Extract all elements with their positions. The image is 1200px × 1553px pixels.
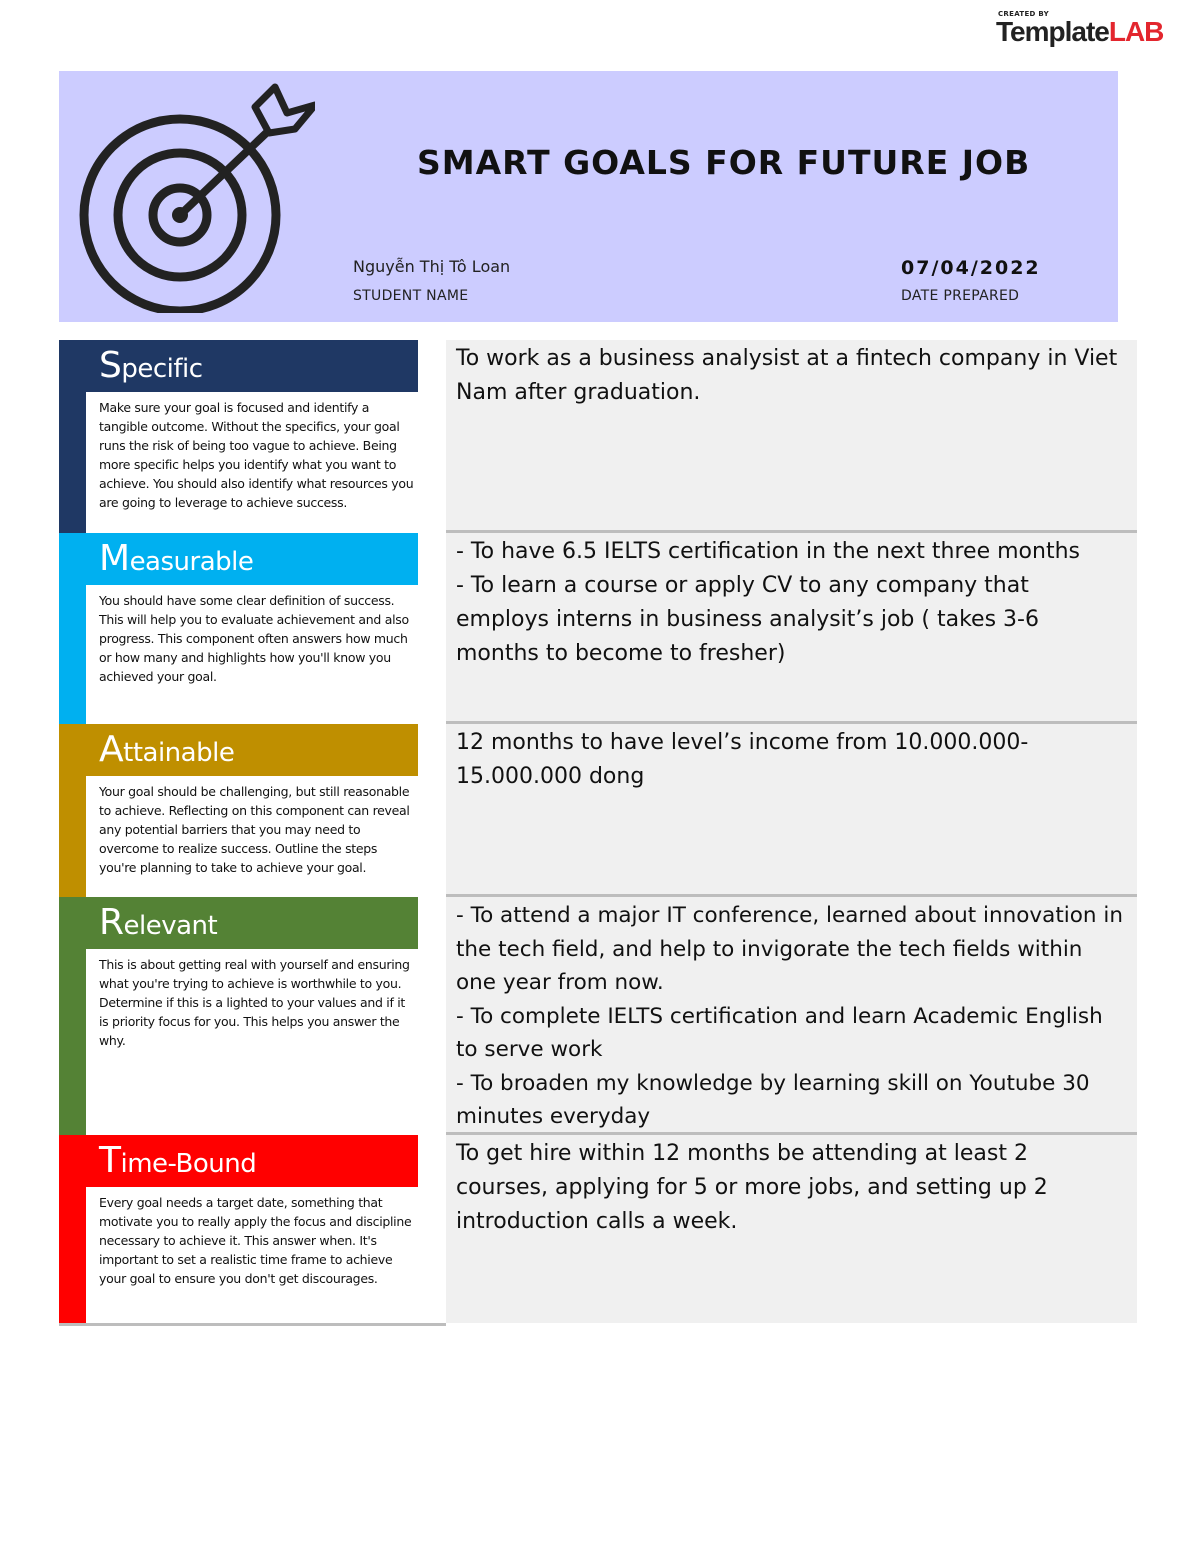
section-attainable-title: Attainable xyxy=(99,729,235,770)
section-measurable-header xyxy=(59,533,418,585)
section-relevant-header xyxy=(59,897,418,949)
section-measurable-answer-box xyxy=(446,533,1137,724)
section-specific-title: Specific xyxy=(99,345,203,386)
section-attainable-answer-box xyxy=(446,724,1137,897)
section-attainable-panel xyxy=(59,724,446,897)
section-relevant-title: Relevant xyxy=(99,902,218,943)
section-attainable-answer: 12 months to have level’s income from 10.000.000- 15.000.000 dong xyxy=(456,730,1029,789)
logo-text-template: Template xyxy=(996,16,1109,47)
header-banner xyxy=(59,71,1118,322)
section-time-bound xyxy=(59,1135,1137,1323)
section-relevant xyxy=(59,897,1137,1135)
date-prepared-label: DATE PREPARED xyxy=(901,288,1020,304)
section-specific-answer-box xyxy=(446,340,1137,533)
section-specific-answer: To work as a business analysist at a fintech company in Viet Nam after graduation. xyxy=(456,346,1118,405)
section-attainable xyxy=(59,724,1137,897)
templatelab-logo xyxy=(996,10,1200,54)
section-specific-panel xyxy=(59,340,446,533)
logo-created-by: CREATED BY xyxy=(998,10,1050,18)
target-with-arrow-icon xyxy=(79,77,315,313)
section-specific-header xyxy=(59,340,418,392)
bottom-divider xyxy=(59,1323,446,1326)
section-specific-description: Make sure your goal is focused and identify a tangible outcome. Without the specifics, your goal runs the risk of being too vague to achieve. Being more specific helps you identify what you want to achieve. You should also identify what resources you are going to leverage to achieve success. xyxy=(99,400,414,510)
date-prepared-value: 07/04/2022 xyxy=(901,257,1041,279)
section-time-bound-description: Every goal needs a target date, something that motivate you to really apply the focus and discipline necessary to achieve it. This answer when. It's important to set a realistic time frame to achieve your goal to ensure you don't get discourages. xyxy=(99,1195,412,1286)
section-specific xyxy=(59,340,1137,533)
section-measurable-answer: - To have 6.5 IELTS certification in the next three months - To learn a course or apply CV to any company that employs interns in business analysit’s job ( takes 3-6 months to become to fresher) xyxy=(456,539,1080,666)
section-attainable-description: Your goal should be challenging, but still reasonable to achieve. Reflecting on this component can reveal any potential barriers that you may need to overcome to realize success. Outline the steps you're planning to take to achieve your goal. xyxy=(99,784,410,875)
section-measurable-panel xyxy=(59,533,446,724)
section-time-bound-title: Time-Bound xyxy=(99,1140,257,1181)
section-measurable-title: Measurable xyxy=(99,538,254,579)
logo-text-lab: LAB xyxy=(1108,16,1164,47)
section-relevant-panel xyxy=(59,897,446,1135)
section-time-bound-answer: To get hire within 12 months be attending at least 2 courses, applying for 5 or more jobs, and setting up 2 introduction calls a week. xyxy=(456,1141,1048,1234)
section-time-bound-answer-box xyxy=(446,1135,1137,1323)
student-name-value: Nguyễn Thị Tô Loan xyxy=(353,257,511,276)
section-relevant-answer-box xyxy=(446,897,1137,1135)
logo-wordmark xyxy=(996,16,1163,48)
page-title: SMART GOALS FOR FUTURE JOB xyxy=(417,143,1031,182)
section-time-bound-header xyxy=(59,1135,418,1187)
section-attainable-header xyxy=(59,724,418,776)
section-relevant-answer: - To attend a major IT conference, learned about innovation in the tech field, and help to invigorate the tech fields within one year from now. - To complete IELTS certification and learn Academic English to serve work - To broaden my knowledge by learning skill on Youtube 30 minutes everyday xyxy=(456,903,1123,1129)
section-measurable-description: You should have some clear definition of success. This will help you to evaluate achievement and also progress. This component often answers how much or how many and highlights how you'll know you achieved your goal. xyxy=(99,593,409,684)
section-time-bound-panel xyxy=(59,1135,446,1323)
student-name-label: STUDENT NAME xyxy=(353,288,469,304)
section-measurable xyxy=(59,533,1137,724)
section-relevant-description: This is about getting real with yourself and ensuring what you're trying to achieve is worthwhile to you. Determine if this is a lighted to your values and if it is priority focus for you. This helps you answer the why. xyxy=(99,957,410,1048)
